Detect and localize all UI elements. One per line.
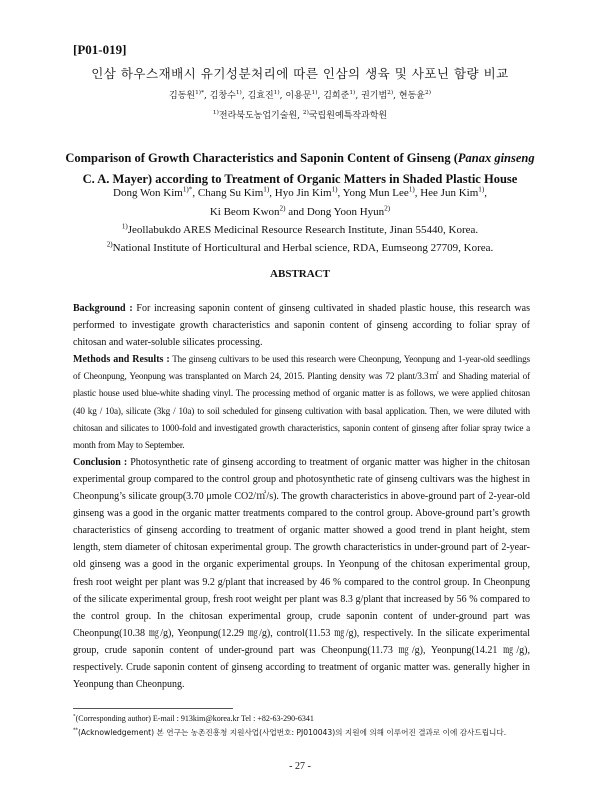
en-author-name: Yong Mun Lee bbox=[342, 187, 409, 199]
en-author-name: Dong Yoon Hyun bbox=[306, 206, 385, 218]
korean-affiliations bbox=[0, 108, 600, 121]
abstract-code: [P01-019] bbox=[73, 42, 127, 57]
ko-affil-1: 전라북도농업기술원, bbox=[218, 111, 303, 121]
korean-title: 인삼 하우스재배시 유기성분처리에 따른 인삼의 생육 및 사포닌 함량 비교 bbox=[91, 66, 509, 81]
en-author-name: Hyo Jin Kim bbox=[274, 187, 332, 199]
en-affil-2-line bbox=[40, 239, 560, 257]
footnote-text: (Corresponding author) E-mail : 913kim@korea.kr Tel : +82-63-290-6341 bbox=[75, 714, 314, 723]
ko-affil-sup: 2) bbox=[302, 110, 309, 116]
footnote-mark: * bbox=[73, 713, 76, 720]
ko-author-sup: 1) bbox=[273, 90, 280, 96]
ko-author-sup: 1) bbox=[311, 90, 318, 96]
en-affil-1: Jeollabukdo ARES Medicinal Resource Research Institute, Jinan 55440, Korea. bbox=[127, 224, 479, 236]
ko-author-sup: 1) bbox=[235, 90, 242, 96]
english-affiliations bbox=[40, 221, 560, 257]
en-author-sup: 1) bbox=[408, 185, 415, 194]
en-author-sup: 1) bbox=[331, 185, 338, 194]
abstract-body bbox=[73, 300, 530, 693]
en-author-sup: 2) bbox=[384, 204, 391, 213]
abstract-heading: ABSTRACT bbox=[270, 268, 330, 280]
footnote-divider bbox=[73, 708, 233, 709]
methods-label: Methods and Results : bbox=[73, 354, 170, 366]
en-author-name: Hee Jun Kim bbox=[420, 187, 479, 199]
en-title-species: Panax ginseng bbox=[457, 151, 535, 165]
page-number: - 27 - bbox=[289, 761, 311, 772]
background-text: For increasing saponin content of ginseng cultivated in shaded plastic house, this research was performed to investigate growth characteristics and saponin content of ginseng according to foliar spray of chitosan and water-soluble silicates processing. bbox=[73, 303, 530, 349]
conclusion-label: Conclusion : bbox=[73, 456, 128, 468]
ko-author-name: 김효진 bbox=[247, 91, 274, 101]
background-label: Background : bbox=[73, 303, 133, 314]
en-affil-sup: 1) bbox=[121, 222, 128, 231]
en-author-sup: 1)* bbox=[182, 185, 193, 194]
en-author-sup: 2) bbox=[279, 204, 286, 213]
methods-text: The ginseng cultivars to be used this research were Cheonpung, Yeonpung and 1-year-old seedlings of Cheonpung, Yeonpung was transplanted on March 24, 2015. Planting density was 72 plant/3.3㎡ and Shading material of plastic house used blue-white shading vinyl. The processing method of organic matter is as follows, we were applied chitosan (40 kg / 10a), silicate (3kg / 10a) to soil scheduled for ginseng cultivation with basal application. Then, we were diluted with chitosan and silicates to 1000-fold and investigated growth characteristics, saponin content of ginseng after foliar spray twice a month from May to September. bbox=[73, 354, 530, 450]
ko-author-name: 권기범 bbox=[361, 91, 388, 101]
ko-author-name: 이용문 bbox=[285, 91, 312, 101]
ko-author-name: 현동윤 bbox=[398, 91, 425, 101]
en-affil-1-line bbox=[40, 221, 560, 239]
ko-author-sup: 2) bbox=[387, 90, 394, 96]
en-affil-sup: 2) bbox=[106, 240, 113, 249]
en-author-name: Ki Beom Kwon bbox=[209, 206, 280, 218]
footnote-corresponding bbox=[73, 714, 314, 723]
footnote-mark: ** bbox=[73, 727, 78, 734]
ko-affil-2: 국립원예특작과학원 bbox=[308, 111, 388, 121]
en-author-sup: 1) bbox=[478, 185, 485, 194]
en-affil-2: National Institute of Horticultural and Herbal science, RDA, Eumseong 27709, Korea. bbox=[112, 242, 494, 254]
methods-paragraph bbox=[73, 351, 530, 454]
conclusion-text: Photosynthetic rate of ginseng according to treatment of organic matter was higher in the chitosan experimental group compared to the control group and photosynthetic rate of ginseng cultivars was the highest in Cheonpung’s silicate group(3.70 μmole CO2/㎡/s). The growth characteristics in above-ground part of 2-year-old ginseng was a good in the organic matter treatments compared to the control group. Above-ground part’s growth characteristics of ginseng according to treatment of organic matter showed a good trend in plant height, stem length, stem diameter of chitosan experimental group. The growth characteristics in under-ground part of 2-year-old ginseng was a good in the organic experimental groups. In Yeonpung of the chitosan experimental group, fresh root weight per plant was 9.2 g/plant that increased by 46 % compared to the control group. In Cheonpung of the silicate experimental group, fresh root weight per plant was 8.3 g/plant that increased by 56 % compared to the control group. In the chitosan experimental group, crude saponin content of under-ground part was Cheonpung(10.38 ㎎/g), Yeonpung(12.29 ㎎/g), control(11.53 ㎎/g), respectively. In the silicate experimental group, crude saponin content of under-ground part was Cheonpung(11.73 ㎎/g), Yeonpung(14.21 ㎎/g), respectively. Crude saponin content of ginseng according to treatment of organic matter was. generally higher in Yeonpung than Cheonpung. bbox=[73, 456, 530, 691]
en-title-part2: C. A. Mayer) according to Treatment of Organic Matters in Shaded Plastic House bbox=[82, 172, 518, 186]
footnote-text: (Acknowledgement) 본 연구는 농촌진흥청 지원사업(사업번호: PJ010043)의 지원에 의해 이루어진 결과로 이에 감사드립니다. bbox=[77, 728, 507, 737]
en-author-conj: and bbox=[285, 206, 307, 218]
ko-author-name: 김창수 bbox=[209, 91, 236, 101]
en-author-name: Chang Su Kim bbox=[197, 187, 264, 199]
ko-author-name: 김희준 bbox=[323, 91, 350, 101]
english-authors: Dong Won Kim$^{1)*}$, Chang Su Kim$^{1)}$, Hyo Jin Kim$^{1)}$, Yong Mun Lee$^{1)}$, Hee Jun Kim$^{1)}$, Ki Beom Kwon$^{2)}$ and Dong Yoon Hyun$^{2)}$ bbox=[113, 185, 487, 218]
ko-affil-sup: 1) bbox=[212, 110, 219, 116]
ko-author-sup: 1) bbox=[349, 90, 356, 96]
en-author-name: Dong Won Kim bbox=[113, 187, 183, 199]
en-title-part1: Comparison of Growth Characteristics and Saponin Content of Ginseng ( bbox=[65, 151, 458, 165]
ko-author-name: 김동원 bbox=[169, 91, 196, 101]
en-author-sup: 1) bbox=[263, 185, 270, 194]
korean-authors: 김동원$^{1)*}$, 김창수$^{1)}$, 김효진$^{1)}$, 이용문$^{1)}$, 김희준$^{1)}$, 권기범$^{2)}$, 현동윤$^{2)}$ bbox=[169, 90, 431, 101]
conclusion-paragraph bbox=[73, 454, 530, 693]
background-paragraph bbox=[73, 300, 530, 351]
ko-author-sup: 2) bbox=[424, 90, 431, 96]
footnote-acknowledgement bbox=[73, 727, 506, 738]
ko-author-sup: 1)* bbox=[195, 90, 205, 96]
